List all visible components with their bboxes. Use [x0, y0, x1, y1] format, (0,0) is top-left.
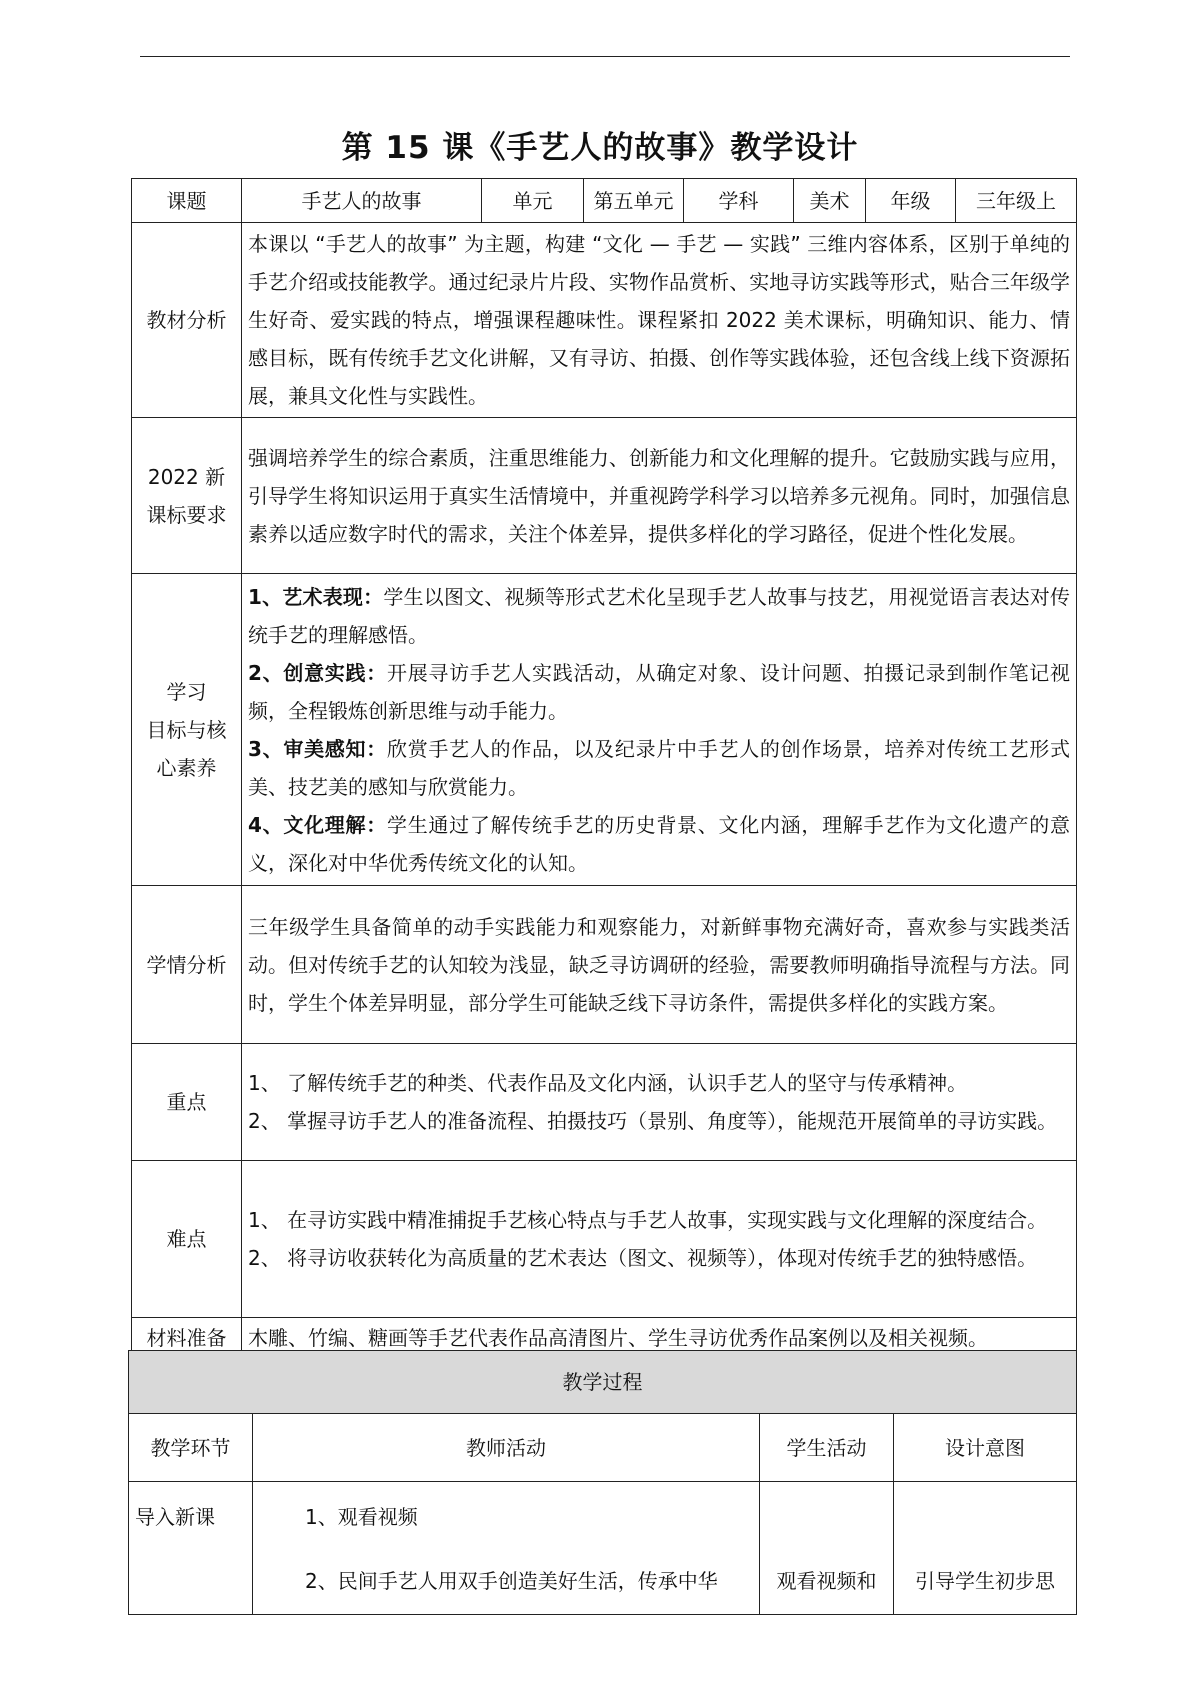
process-columns-row	[129, 1414, 1077, 1482]
info-row	[132, 179, 1077, 223]
page-title: 第 15 课《手艺人的故事》教学设计	[341, 130, 859, 166]
goals-label: 学习 目标与核 心素养	[132, 574, 242, 886]
goal-item: 3、审美感知：欣赏手艺人的作品，以及纪录片中手艺人的创作场景，培养对传统工艺形式美、技艺美的感知与欣赏能力。	[248, 736, 1071, 799]
key-point-item: 1、 了解传统手艺的种类、代表作品及文化内涵，认识手艺人的坚守与传承精神。	[248, 1071, 968, 1095]
subject-label: 学科	[684, 179, 794, 223]
key-point-item: 2、 掌握寻访手艺人的准备流程、拍摄技巧（景别、角度等），能规范开展简单的寻访实践。	[248, 1109, 1058, 1133]
process-header: 教学过程	[129, 1351, 1077, 1414]
difficulty-item: 2、 将寻访收获转化为高质量的艺术表达（图文、视频等），体现对传统手艺的独特感悟。	[248, 1246, 1038, 1270]
learner-analysis-label: 学情分析	[132, 886, 242, 1044]
col-teacher: 教师活动	[253, 1414, 760, 1482]
learner-analysis-row	[132, 886, 1077, 1044]
grade-label: 年级	[866, 179, 956, 223]
col-stage: 教学环节	[129, 1414, 253, 1482]
difficulties-row	[132, 1161, 1077, 1318]
lesson-info-table	[131, 178, 1077, 1359]
row1-intent: 引导学生初步思	[894, 1482, 1077, 1615]
goal-item: 2、创意实践：开展寻访手艺人实践活动，从确定对象、设计问题、拍摄记录到制作笔记视频，全程锻炼创新思维与动手能力。	[248, 660, 1071, 723]
key-points-row	[132, 1044, 1077, 1161]
unit-value: 第五单元	[584, 179, 684, 223]
row1-student: 观看视频和	[760, 1482, 894, 1615]
teaching-process-table	[128, 1350, 1077, 1615]
goal-item: 4、文化理解：学生通过了解传统手艺的历史背景、文化内涵，理解手艺作为文化遗产的意义，深化对中华优秀传统文化的认知。	[248, 812, 1071, 875]
standards-row	[132, 418, 1077, 574]
row1-teacher: 1、观看视频 2、民间手艺人用双手创造美好生活，传承中华	[253, 1482, 760, 1615]
material-analysis-label: 教材分析	[132, 223, 242, 418]
standards-label: 2022 新 课标要求	[132, 418, 242, 574]
learner-analysis-text: 三年级学生具备简单的动手实践能力和观察能力，对新鲜事物充满好奇，喜欢参与实践类活动。但对传统手艺的认知较为浅显，缺乏寻访调研的经验，需要教师明确指导流程与方法。同时，学生个体差异明显，部分学生可能缺乏线下寻访条件，需提供多样化的实践方案。	[242, 886, 1077, 1044]
topic-label: 课题	[132, 179, 242, 223]
col-intent: 设计意图	[894, 1414, 1077, 1482]
standards-text: 强调培养学生的综合素质，注重思维能力、创新能力和文化理解的提升。它鼓励实践与应用，引导学生将知识运用于真实生活情境中，并重视跨学科学习以培养多元视角。同时，加强信息素养以适应数字时代的需求，关注个体差异，提供多样化的学习路径，促进个性化发展。	[242, 418, 1077, 574]
material-analysis-text: 本课以 “手艺人的故事” 为主题，构建 “文化 — 手艺 — 实践” 三维内容体系，区别于单纯的手艺介绍或技能教学。通过纪录片片段、实物作品赏析、实地寻访实践等形式，贴合三年级学生好奇、爱实践的特点，增强课程趣味性。课程紧扣 2022 美术课标，明确知识、能力、情感目标，既有传统手艺文化讲解，又有寻访、拍摄、创作等实践体验，还包含线上线下资源拓展，兼具文化性与实践性。	[242, 223, 1077, 418]
key-points-text	[242, 1044, 1077, 1161]
process-row	[129, 1482, 1077, 1615]
unit-label: 单元	[482, 179, 584, 223]
row1-stage: 导入新课	[129, 1482, 253, 1615]
col-student: 学生活动	[760, 1414, 894, 1482]
difficulty-item: 1、 在寻访实践中精准捕捉手艺核心特点与手艺人故事，实现实践与文化理解的深度结合。	[248, 1208, 1048, 1232]
goal-item: 1、艺术表现：学生以图文、视频等形式艺术化呈现手艺人故事与技艺，用视觉语言表达对传统手艺的理解感悟。	[248, 584, 1071, 647]
subject-value: 美术	[794, 179, 866, 223]
key-points-label: 重点	[132, 1044, 242, 1161]
goals-text	[242, 574, 1077, 886]
goals-row	[132, 574, 1077, 886]
materials-text: 木雕、竹编、糖画等手艺代表作品高清图片、学生寻访优秀作品案例以及相关视频。	[242, 1318, 1077, 1359]
process-header-row	[129, 1351, 1077, 1414]
material-analysis-row	[132, 223, 1077, 418]
topic-value: 手艺人的故事	[242, 179, 482, 223]
grade-value: 三年级上	[956, 179, 1077, 223]
header-rule	[140, 56, 1070, 57]
materials-label: 材料准备	[132, 1318, 242, 1359]
difficulties-label: 难点	[132, 1161, 242, 1318]
difficulties-text	[242, 1161, 1077, 1318]
